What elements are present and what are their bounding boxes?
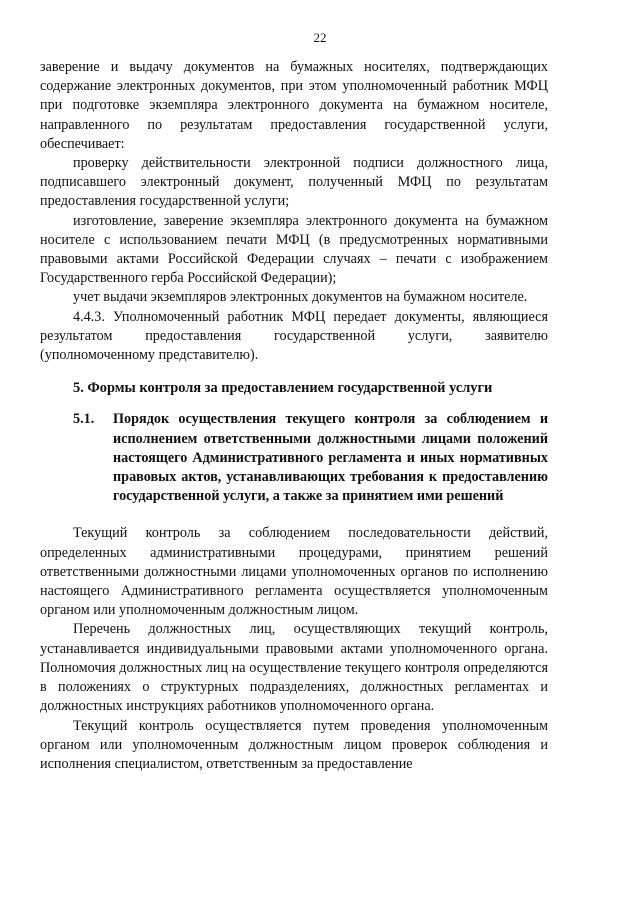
paragraph-certification: изготовление, заверение экземпляра электронного документа на бумажном носителе с использованием печати МФЦ (в предусмотренных нормативными правовыми актами Российской Федерации случаях – печати с изображением Государственного герба Российской Федерации); (40, 212, 548, 287)
body-paragraph-2: Перечень должностных лиц, осуществляющих текущий контроль, устанавливается индивидуальными правовыми актами уполномоченного органа. Полномочия должностных лиц на осуществление текущего контроля определяются в положениях о структурных подразделениях, должностных регламентах и должностных инструкциях работников уполномоченного органа. (40, 621, 548, 715)
section-heading: 5. Формы контроля за предоставлением государственной услуги (73, 380, 493, 397)
subsection-number: 5.1. (73, 411, 95, 428)
paragraph-intro: заверение и выдачу документов на бумажных носителях, подтверждающих содержание электронных документов, при этом уполномоченный работник МФЦ при подготовке экземпляра электронного документа на бумажном носителе, направленного по результатам предоставления государственной услуги, обеспечивает: (40, 59, 548, 152)
page-number: 22 (313, 30, 327, 45)
document-body (40, 58, 548, 774)
subsection-title: Порядок осуществления текущего контроля за соблюдением и исполнением ответственными должностными лицами положений настоящего Административного регламента и иных нормативных правовых актов, устанавливающих требования к предоставлению государственной услуги, а также за принятием ими решений (113, 411, 548, 505)
body-paragraph-3: Текущий контроль осуществляется путем проведения уполномоченным органом или уполномоченным должностным лицом проверок соблюдения и исполнения специалистом, ответственным за предоставление (40, 717, 548, 772)
paragraph-accounting: учет выдачи экземпляров электронных документов на бумажном носителе. (73, 289, 528, 306)
subsection-heading (40, 410, 548, 506)
paragraph-4-4-3: 4.4.3. Уполномоченный работник МФЦ передает документы, являющиеся результатом предоставления государственной услуги, заявителю (уполномоченному представителю). (40, 308, 548, 364)
paragraph-signature-check: проверку действительности электронной подписи должностного лица, подписавшего электронный документ, полученный МФЦ по результатам предоставления государственной услуги; (40, 155, 548, 210)
body-paragraph-1: Текущий контроль за соблюдением последовательности действий, определенных административными процедурами, принятием решений ответственными должностными лицами уполномоченных органов по исполнению настоящего Административного регламента осуществляется уполномоченным органом или уполномоченным должностным лицом. (40, 525, 548, 619)
